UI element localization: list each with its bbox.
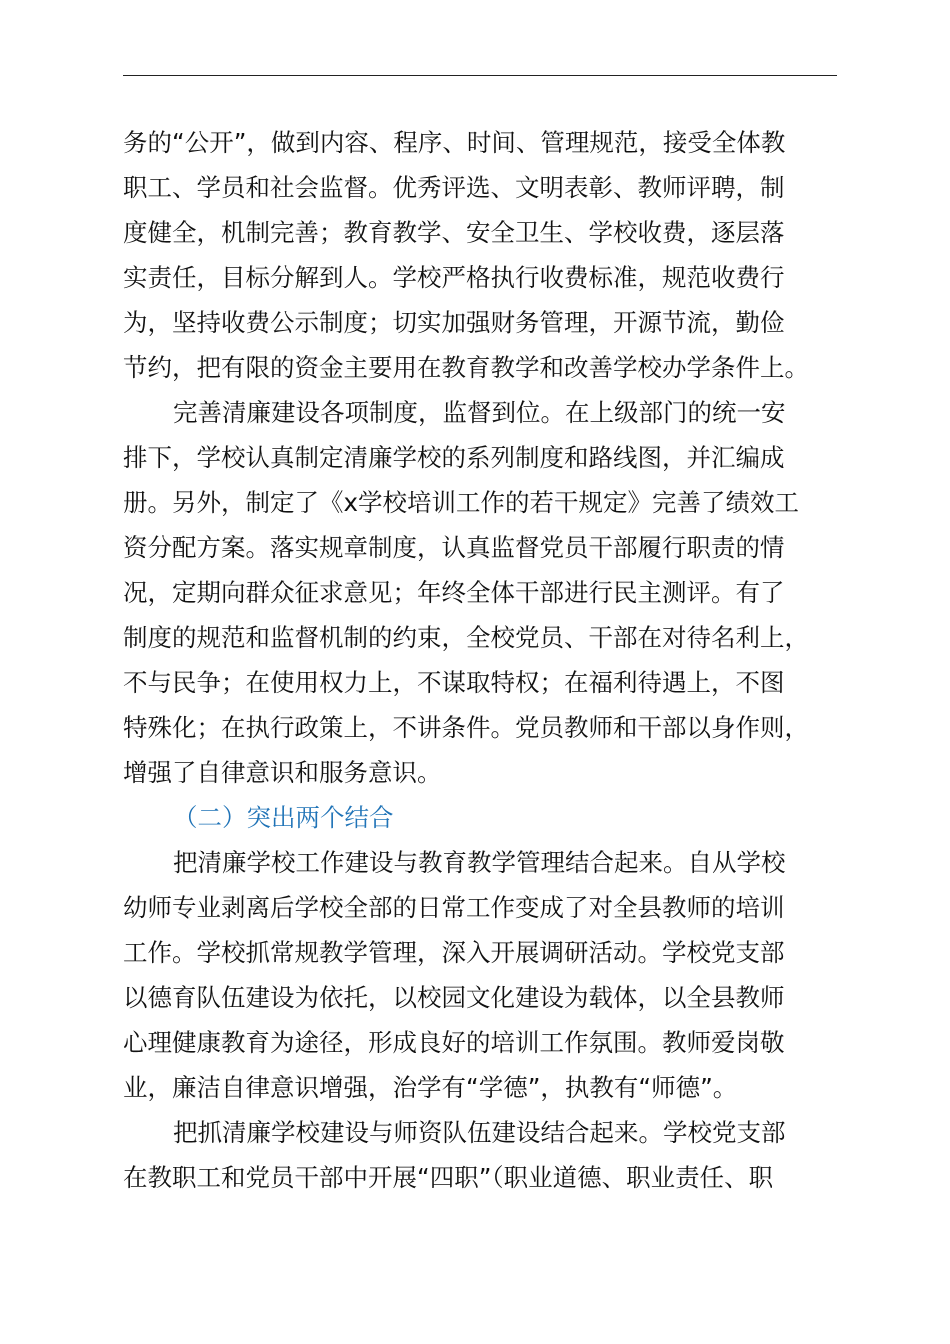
text-line: 务的“公开”，做到内容、程序、时间、管理规范，接受全体教: [123, 128, 786, 157]
text-line: 特殊化；在执行政策上，不讲条件。党员教师和干部以身作则，: [123, 713, 809, 742]
text-line: 业，廉洁自律意识增强，治学有“学德”，执教有“师德”。: [123, 1073, 738, 1102]
section-heading: （二）突出两个结合: [173, 803, 394, 832]
text-line: 资分配方案。落实规章制度，认真监督党员干部履行职责的情: [123, 533, 785, 562]
text-line: 为，坚持收费公示制度；切实加强财务管理，开源节流，勤俭: [123, 308, 785, 337]
text-line: 排下，学校认真制定清廉学校的系列制度和路线图，并汇编成: [123, 443, 785, 472]
text-line: 心理健康教育为途径，形成良好的培训工作氛围。教师爱岗敬: [123, 1028, 785, 1057]
text-line: 职工、学员和社会监督。优秀评选、文明表彰、教师评聘，制: [123, 173, 785, 202]
paragraph-start-line: 把清廉学校工作建设与教育教学管理结合起来。自从学校: [173, 848, 786, 877]
text-line: 工作。学校抓常规教学管理，深入开展调研活动。学校党支部: [123, 938, 785, 967]
text-line: 制度的规范和监督机制的约束，全校党员、干部在对待名利上，: [123, 623, 809, 652]
text-line: 册。另外，制定了《x学校培训工作的若干规定》完善了绩效工: [123, 488, 799, 517]
document-body: [123, 120, 837, 1200]
text-line: 况，定期向群众征求意见；年终全体干部进行民主测评。有了: [123, 578, 785, 607]
paragraph-start-line: 把抓清廉学校建设与师资队伍建设结合起来。学校党支部: [173, 1118, 786, 1147]
text-line: 幼师专业剥离后学校全部的日常工作变成了对全县教师的培训: [123, 893, 785, 922]
text-line: 以德育队伍建设为依托，以校园文化建设为载体，以全县教师: [123, 983, 785, 1012]
text-line: 度健全，机制完善；教育教学、安全卫生、学校收费，逐层落: [123, 218, 785, 247]
text-line: 节约，把有限的资金主要用在教育教学和改善学校办学条件上。: [123, 353, 809, 382]
paragraph-start-line: 完善清廉建设各项制度，监督到位。在上级部门的统一安: [173, 398, 786, 427]
text-line: 不与民争；在使用权力上，不谋取特权；在福利待遇上，不图: [123, 668, 785, 697]
text-line: 在教职工和党员干部中开展“四职”（职业道德、职业责任、职: [123, 1163, 774, 1192]
text-line: 增强了自律意识和服务意识。: [123, 758, 442, 787]
text-line: 实责任，目标分解到人。学校严格执行收费标准，规范收费行: [123, 263, 785, 292]
header-rule: [123, 75, 837, 76]
